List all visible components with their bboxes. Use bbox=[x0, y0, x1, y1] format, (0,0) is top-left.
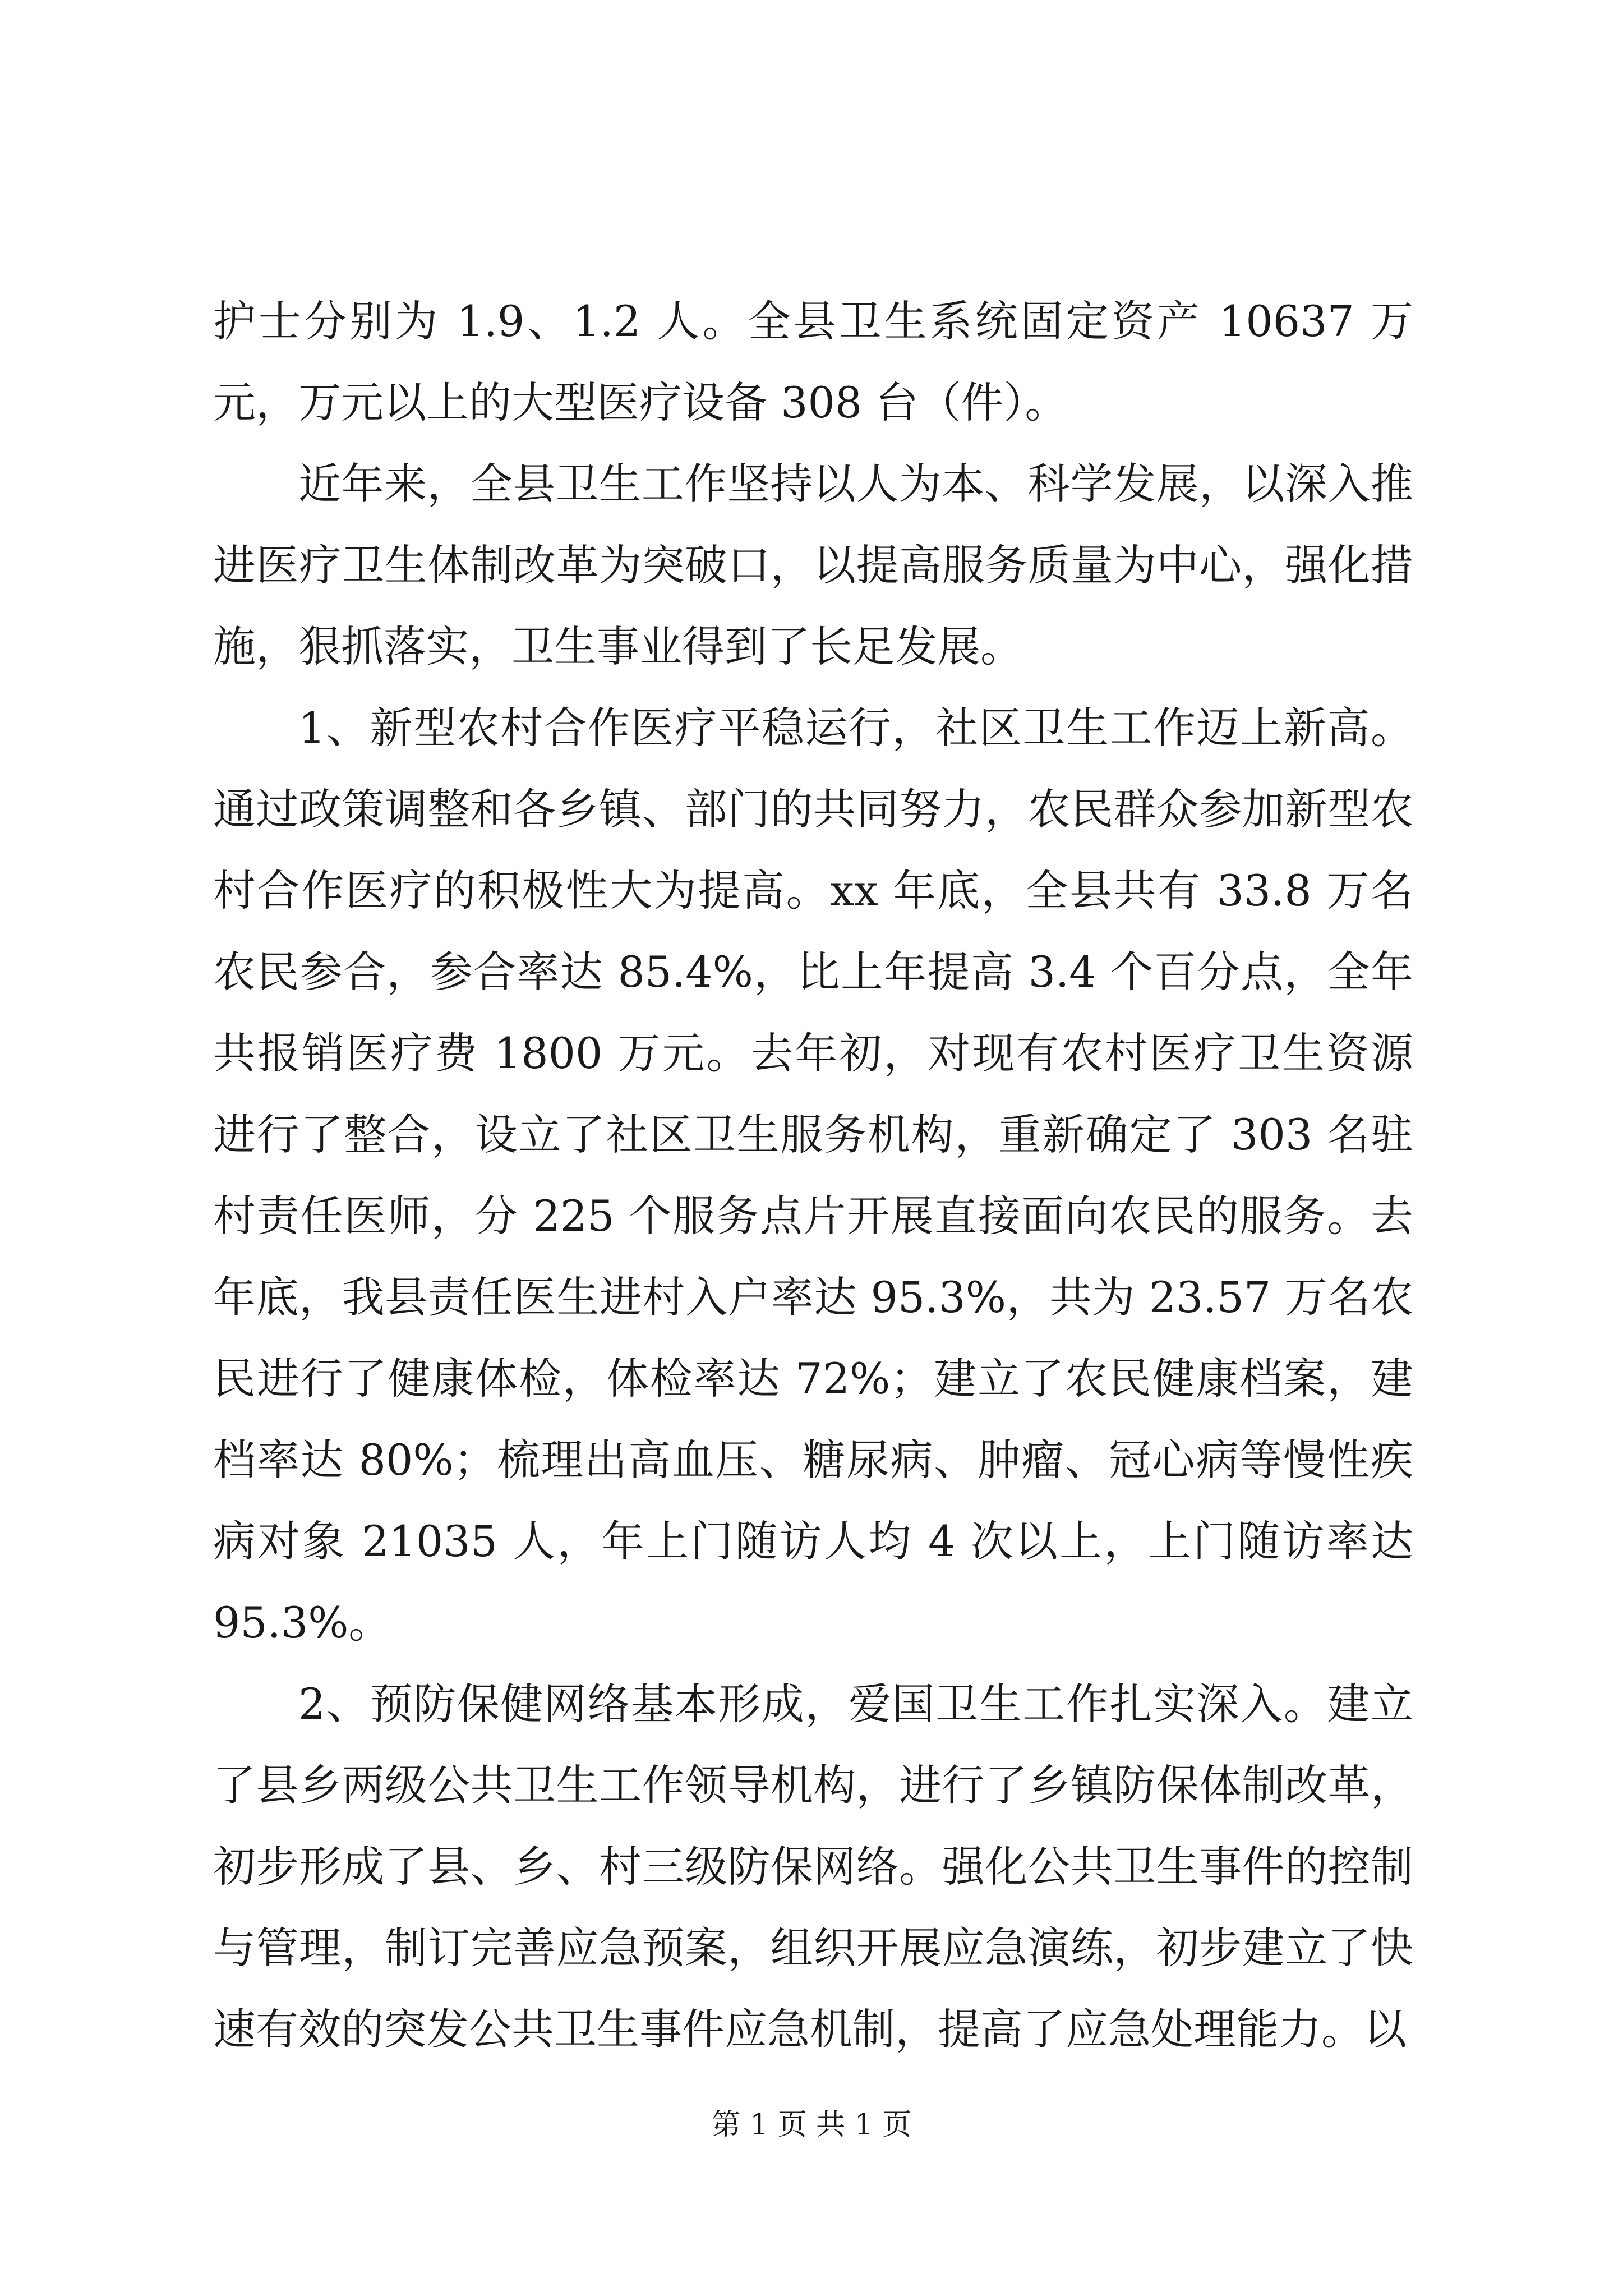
page-footer: 第 1 页 共 1 页 bbox=[711, 2108, 912, 2142]
paragraph-2: 近年来，全县卫生工作坚持以人为本、科学发展，以深入推进医疗卫生体制改革为突破口，以提高服务质量为中心，强化措施，狠抓落实，卫生事业得到了长足发展。 bbox=[213, 459, 1413, 671]
paragraph-3: 1、新型农村合作医疗平稳运行，社区卫生工作迈上新高。通过政策调整和各乡镇、部门的共同努力，农民群众参加新型农村合作医疗的积极性大为提高。xx 年底，全县共有 33.8 万名农民参合，参合率达 85.4%，比上年提高 3.4 个百分点，全年共报销医疗费 1800 万元。去年初，对现有农村医疗卫生资源进行了整合，设立了社区卫生服务机构，重新确定了 303 名驻村责任医师，分 225 个服务点片开展直接面向农民的服务。去年底，我县责任医生进村入户率达 95.3%，共为 23.57 万名农民进行了健康体检，体检率达 72%；建立了农民健康档案，建档率达 80%；梳理出高血压、糖尿病、肿瘤、冠心病等慢性疾病对象 21035 人，年上门随访人均 4 次以上，上门随访率达 95.3%。 bbox=[213, 703, 1413, 1648]
paragraph-4: 2、预防保健网络基本形成，爱国卫生工作扎实深入。建立了县乡两级公共卫生工作领导机构，进行了乡镇防保体制改革，初步形成了县、乡、村三级防保网络。强化公共卫生事件的控制与管理，制订完善应急预案，组织开展应急演练，初步建立了快速有效的突发公共卫生事件应急机制，提高了应急处理能力。以 bbox=[213, 1679, 1413, 2054]
paragraph-1: 护士分别为 1.9、1.2 人。全县卫生系统固定资产 10637 万元，万元以上的大型医疗设备 308 台（件）。 bbox=[213, 296, 1413, 427]
document-body bbox=[213, 280, 1413, 2070]
